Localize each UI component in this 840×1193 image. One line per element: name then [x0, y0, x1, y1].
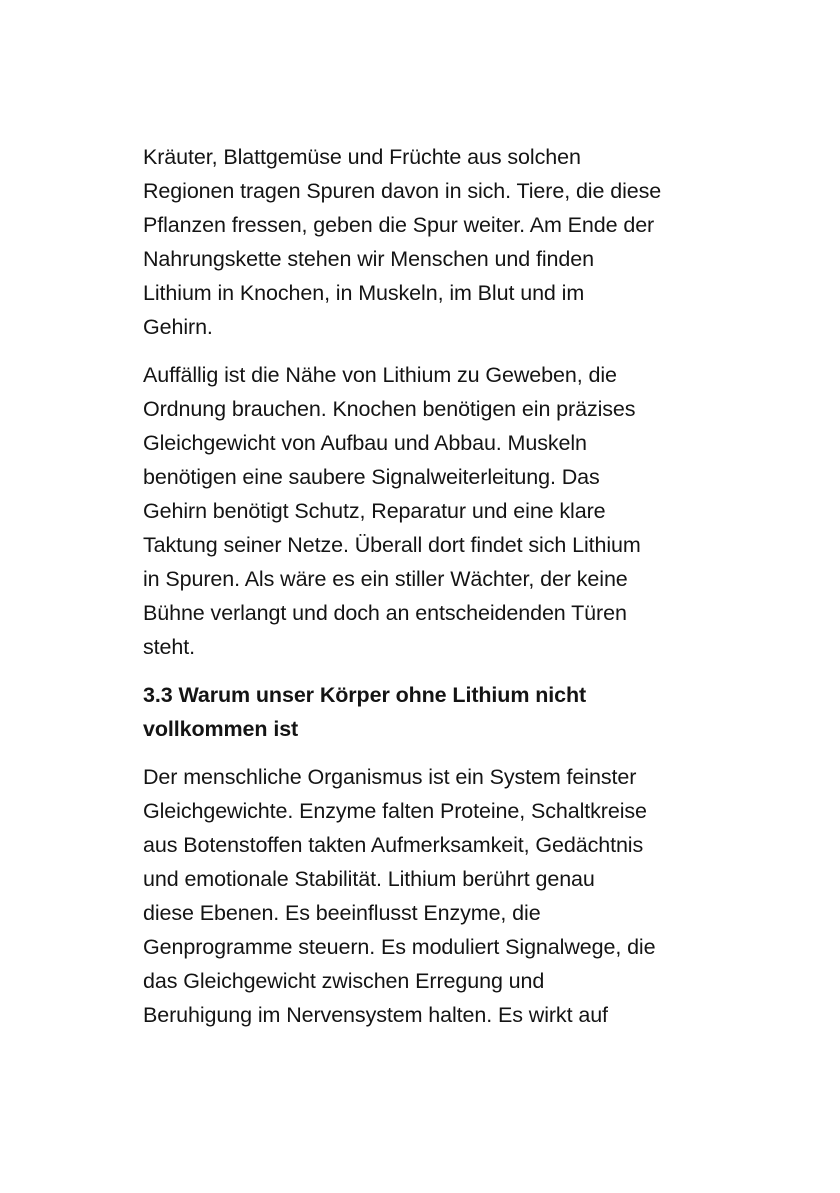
text-line: Auffällig ist die Nähe von Lithium zu Geweben, die — [143, 363, 617, 387]
text-line: benötigen eine saubere Signalweiterleitung. Das — [143, 465, 600, 489]
text-line: Taktung seiner Netze. Überall dort findet sich Lithium — [143, 533, 641, 557]
text-line: Der menschliche Organismus ist ein System feinster — [143, 765, 637, 789]
text-line: Lithium in Knochen, in Muskeln, im Blut und im — [143, 281, 585, 305]
text-line: Bühne verlangt und doch an entscheidenden Türen — [143, 601, 627, 625]
text-line: das Gleichgewicht zwischen Erregung und — [143, 969, 545, 993]
text-line: Genprogramme steuern. Es moduliert Signalwege, die — [143, 935, 656, 959]
document-page — [143, 140, 708, 1046]
text-line: Gehirn benötigt Schutz, Reparatur und eine klare — [143, 499, 606, 523]
body-paragraph-1 — [143, 140, 708, 344]
text-line: steht. — [143, 635, 195, 659]
text-line: Pflanzen fressen, geben die Spur weiter. Am Ende der — [143, 213, 655, 237]
text-line: Gleichgewichte. Enzyme falten Proteine, Schaltkreise — [143, 799, 647, 823]
body-paragraph-3 — [143, 760, 708, 1032]
heading-line: vollkommen ist — [143, 717, 299, 741]
text-line: Gehirn. — [143, 315, 213, 339]
text-line: Ordnung brauchen. Knochen benötigen ein präzises — [143, 397, 636, 421]
text-line: Nahrungskette stehen wir Menschen und finden — [143, 247, 594, 271]
text-line: Beruhigung im Nervensystem halten. Es wirkt auf — [143, 1003, 608, 1027]
body-paragraph-2 — [143, 358, 708, 664]
text-line: in Spuren. Als wäre es ein stiller Wächter, der keine — [143, 567, 628, 591]
text-line: Regionen tragen Spuren davon in sich. Tiere, die diese — [143, 179, 662, 203]
heading-line: 3.3 Warum unser Körper ohne Lithium nicht — [143, 683, 587, 707]
text-line: Gleichgewicht von Aufbau und Abbau. Muskeln — [143, 431, 587, 455]
text-line: und emotionale Stabilität. Lithium berührt genau — [143, 867, 595, 891]
text-line: aus Botenstoffen takten Aufmerksamkeit, Gedächtnis — [143, 833, 644, 857]
section-heading — [143, 678, 708, 746]
text-line: diese Ebenen. Es beeinflusst Enzyme, die — [143, 901, 541, 925]
text-line: Kräuter, Blattgemüse und Früchte aus solchen — [143, 145, 581, 169]
